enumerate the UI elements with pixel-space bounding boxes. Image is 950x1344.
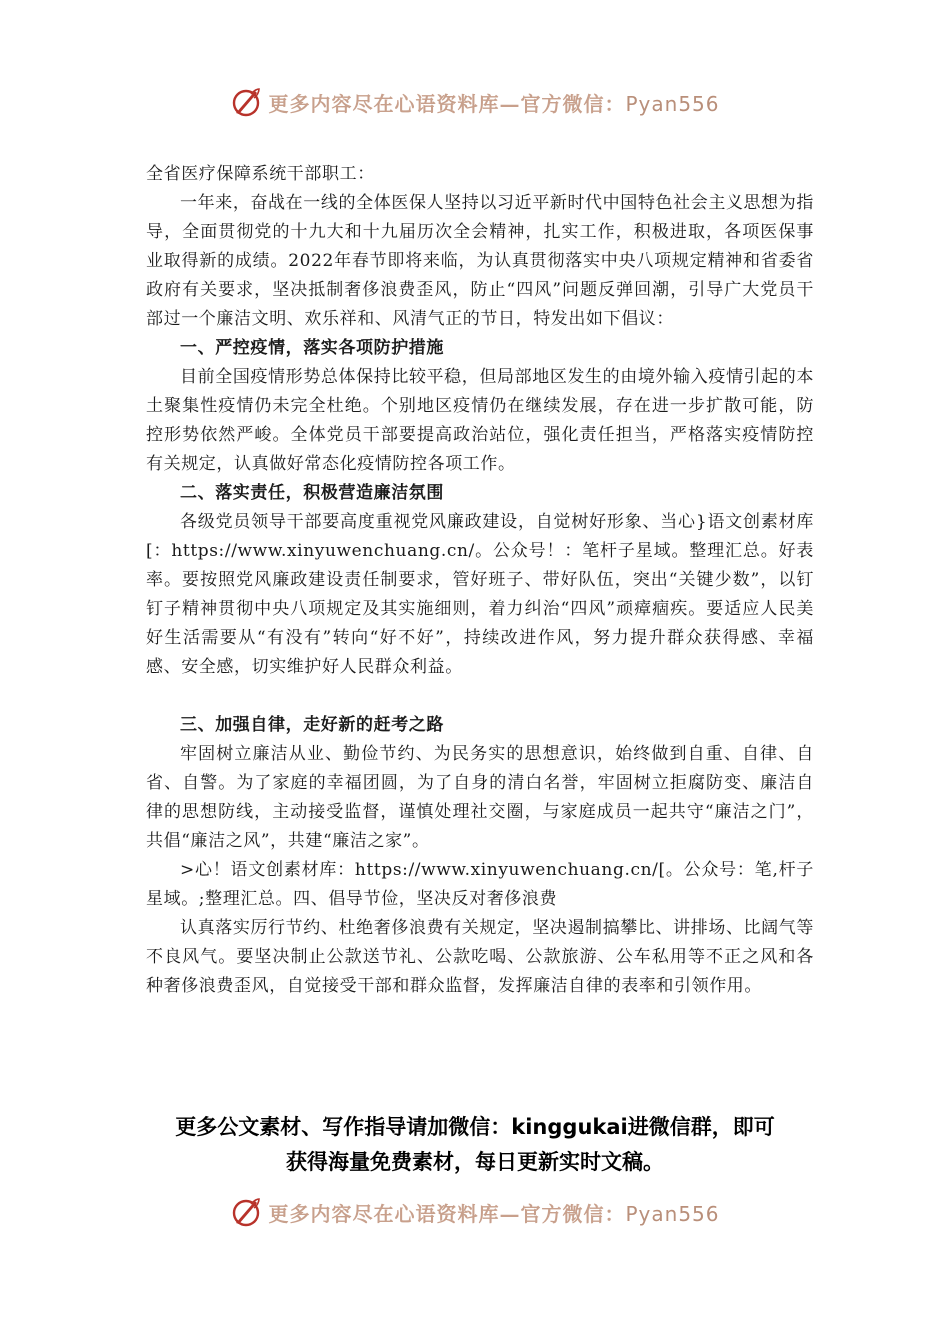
- section-4-paragraph: 认真落实厉行节约、杜绝奢侈浪费有关规定，坚决遏制搞攀比、讲排场、比阔气等不良风气。要坚决制止公款送节礼、公款吃喝、公款旅游、公车私用等不正之风和各种奢侈浪费歪风，自觉接受干部和群众监督，发挥廉洁自律的表率和引领作用。: [146, 918, 814, 996]
- section-1-paragraph: 目前全国疫情形势总体保持比较平稳，但局部地区发生的由境外输入疫情引起的本土聚集性疫情仍未完全杜绝。个别地区疫情仍在继续发展，存在进一步扩散可能，防控形势依然严峻。全体党员干部要提高政治站位，强化责任担当，严格落实疫情防控有关规定，认真做好常态化疫情防控各项工作。: [146, 367, 814, 474]
- section-4-heading-line: >心！语文创素材库：https://www.xinyuwenchuang.cn/[。公众号：笔,杆子星域。;整理汇总。四、倡导节俭，坚决反对奢侈浪费: [146, 860, 814, 909]
- quill-logo-icon: [230, 86, 262, 118]
- promo-line-2: 获得海量免费素材，每日更新实时文稿。: [286, 1150, 664, 1174]
- banner-text: 更多内容尽在心语资料库—官方微信：Pyan556: [268, 1201, 720, 1226]
- promo-notice: [100, 1110, 850, 1180]
- document-body: [146, 160, 814, 1001]
- section-3-paragraph: 牢固树立廉洁从业、勤俭节约、为民务实的思想意识，始终做到自重、自律、自省、自警。为了家庭的幸福团圆，为了自身的清白名誉，牢固树立拒腐防变、廉洁自律的思想防线，主动接受监督，谨慎处理社交圈，与家庭成员一起共守“廉洁之门”，共倡“廉洁之风”，共建“廉洁之家”。: [146, 744, 814, 851]
- intro-paragraph: 一年来，奋战在一线的全体医保人坚持以习近平新时代中国特色社会主义思想为指导，全面贯彻党的十九大和十九届历次全会精神，扎实工作，积极进取，各项医保事业取得新的成绩。2022年春节即将来临，为认真贯彻落实中央八项规定精神和省委省政府有关要求，坚决抵制奢侈浪费歪风，防止“四风”问题反弹回潮，引导广大党员干部过一个廉洁文明、欢乐祥和、风清气正的节日，特发出如下倡议：: [146, 193, 814, 329]
- section-1-heading: 一、严控疫情，落实各项防护措施: [180, 338, 444, 358]
- footer-watermark-banner: [0, 1192, 950, 1232]
- salutation: 全省医疗保障系统干部职工：: [146, 164, 375, 184]
- banner-text: 更多内容尽在心语资料库—官方微信：Pyan556: [268, 91, 720, 116]
- quill-logo-icon: [230, 1196, 262, 1228]
- section-3-heading: 三、加强自律，走好新的赶考之路: [180, 715, 444, 735]
- section-2-paragraph: 各级党员领导干部要高度重视党风廉政建设，自觉树好形象、当心}语文创素材库[：https://www.xinyuwenchuang.cn/。公众号！：笔杆子星域。整理汇总。好表率。要按照党风廉政建设责任制要求，管好班子、带好队伍，突出“关键少数”，以钉钉子精神贯彻中央八项规定及其实施细则，着力纠治“四风”顽瘴痼疾。要适应人民美好生活需要从“有没有”转向“好不好”，持续改进作风，努力提升群众获得感、幸福感、安全感，切实维护好人民群众利益。: [146, 512, 814, 677]
- banner-wechat-id: Pyan556: [625, 91, 720, 116]
- header-watermark-banner: [0, 82, 950, 122]
- banner-wechat-id: Pyan556: [625, 1201, 720, 1226]
- paragraph-spacer: [146, 682, 814, 711]
- section-2-heading: 二、落实责任，积极营造廉洁氛围: [180, 483, 444, 503]
- promo-line-1: 更多公文素材、写作指导请加微信：kinggukai进微信群，即可: [175, 1115, 775, 1139]
